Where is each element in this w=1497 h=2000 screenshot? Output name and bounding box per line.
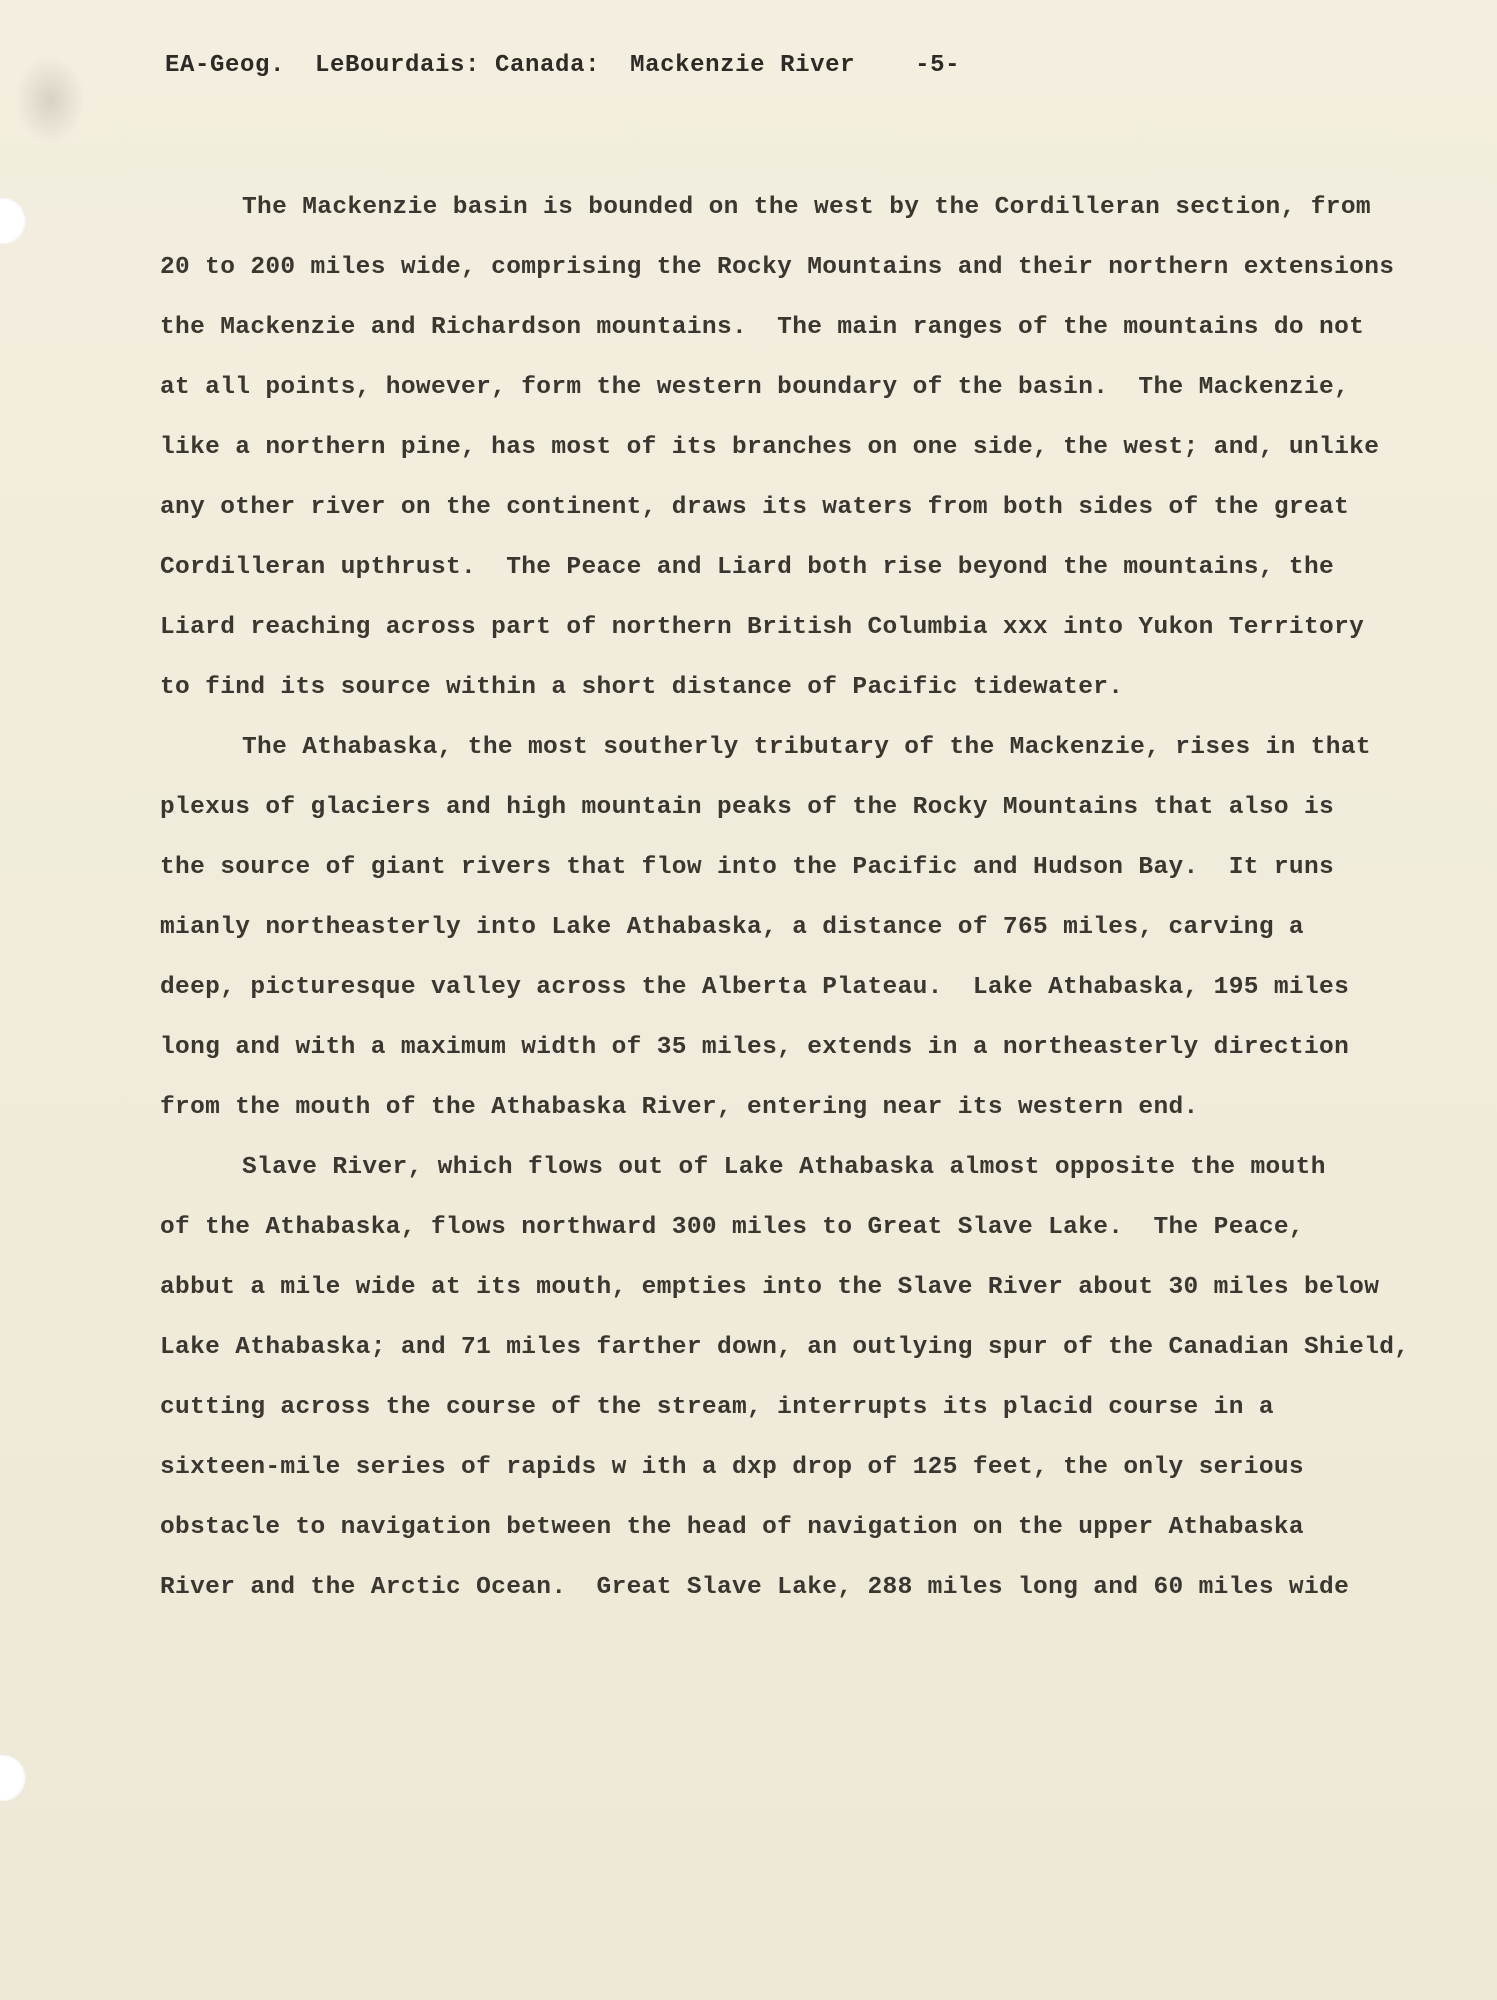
text-line: Lake Athabaska; and 71 miles farther down, an outlying spur of the Canadian Shield, <box>160 1334 1410 1361</box>
text-line: deep, picturesque valley across the Alberta Plateau. Lake Athabaska, 195 miles <box>160 974 1350 1001</box>
text-line: cutting across the course of the stream, interrupts its placid course in a <box>160 1394 1274 1421</box>
page-header: EA-Geog. LeBourdais: Canada: Mackenzie River -5- <box>165 52 961 79</box>
text-line: long and with a maximum width of 35 miles, extends in a northeasterly direction <box>160 1034 1350 1061</box>
text-line: from the mouth of the Athabaska River, entering near its western end. <box>160 1094 1199 1121</box>
text-line: to find its source within a short distance of Pacific tidewater. <box>160 674 1124 701</box>
text-line: The Mackenzie basin is bounded on the west by the Cordilleran section, from <box>242 194 1371 221</box>
punch-hole-bottom <box>0 1755 26 1801</box>
text-line: the Mackenzie and Richardson mountains. The main ranges of the mountains do not <box>160 314 1365 341</box>
text-line: Liard reaching across part of northern British Columbia xxx into Yukon Territory <box>160 614 1365 641</box>
body-text <box>160 178 1430 1618</box>
text-line: obstacle to navigation between the head of navigation on the upper Athabaska <box>160 1514 1304 1541</box>
text-line: abbut a mile wide at its mouth, empties into the Slave River about 30 miles below <box>160 1274 1380 1301</box>
text-line: plexus of glaciers and high mountain peaks of the Rocky Mountains that also is <box>160 794 1335 821</box>
text-line: Cordilleran upthrust. The Peace and Liard both rise beyond the mountains, the <box>160 554 1335 581</box>
text-line: River and the Arctic Ocean. Great Slave Lake, 288 miles long and 60 miles wide <box>160 1574 1350 1601</box>
text-line: at all points, however, form the western boundary of the basin. The Mackenzie, <box>160 374 1350 401</box>
text-line: sixteen-mile series of rapids w ith a dxp drop of 125 feet, the only serious <box>160 1454 1304 1481</box>
text-line: any other river on the continent, draws its waters from both sides of the great <box>160 494 1350 521</box>
text-line: mianly northeasterly into Lake Athabaska, a distance of 765 miles, carving a <box>160 914 1304 941</box>
paper-smudge <box>15 55 85 145</box>
text-line: Slave River, which flows out of Lake Athabaska almost opposite the mouth <box>242 1154 1326 1181</box>
text-line: the source of giant rivers that flow into the Pacific and Hudson Bay. It runs <box>160 854 1335 881</box>
punch-hole-top <box>0 198 26 244</box>
text-line: like a northern pine, has most of its branches on one side, the west; and, unlike <box>160 434 1380 461</box>
text-line: The Athabaska, the most southerly tributary of the Mackenzie, rises in that <box>242 734 1371 761</box>
text-line: 20 to 200 miles wide, comprising the Rocky Mountains and their northern extensions <box>160 254 1395 281</box>
text-line: of the Athabaska, flows northward 300 miles to Great Slave Lake. The Peace, <box>160 1214 1304 1241</box>
